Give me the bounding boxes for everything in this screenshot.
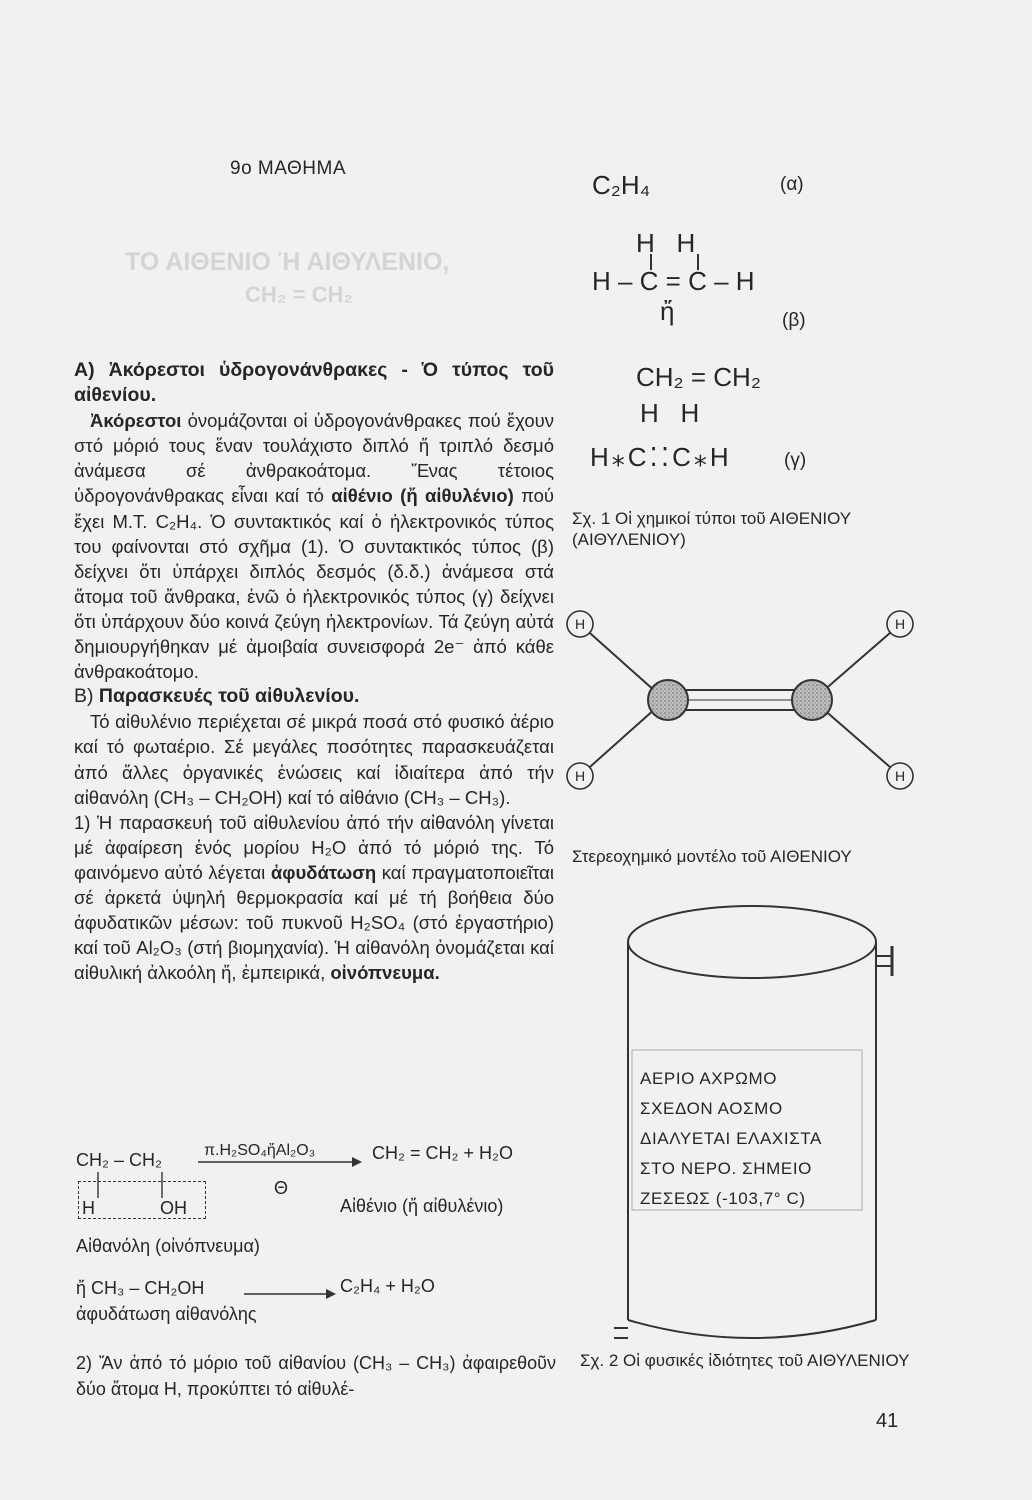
paragraph-4: 2) Ἄν ἀπό τό μόριο τοῦ αἰθανίου (CH₃ – CH₃) ἀφαιρεθοῦν δύο ἄτομα Η, προκύπτει τό αἰθυλέ-: [76, 1353, 556, 1399]
reaction1-reactant: CH₂ – CH₂: [76, 1150, 162, 1170]
tank-line: ΖΕΣΕΩΣ (-103,7° C): [640, 1189, 806, 1208]
reaction1-heat: Θ: [274, 1178, 289, 1198]
reaction2-arrow: [242, 1288, 338, 1300]
label-a: (α): [780, 174, 804, 195]
tank-line: ΣΤΟ ΝΕΡΟ. ΣΗΜΕΙΟ: [640, 1159, 812, 1178]
bond-h1: [582, 626, 656, 692]
label-c: (γ): [784, 450, 807, 471]
main-text-column: [74, 358, 554, 985]
struct-main: H – C = C – H: [592, 266, 755, 296]
carbon-atom-left: [648, 680, 688, 720]
figure1-caption: Σχ. 1 Οἱ χημικοί τύποι τοῦ ΑΙΘΕΝΙΟΥ (ΑΙΘΥΛΕΝΙΟΥ): [572, 509, 851, 549]
hydrogen-label: H: [894, 616, 906, 632]
reaction1-product: CH₂ = CH₂ + H₂O: [372, 1143, 513, 1163]
tank-caption: Σχ. 2 Οἱ φυσικές ἰδιότητες τοῦ ΑΙΘΥΛΕΝΙΟΥ: [580, 1351, 910, 1370]
reaction1-reactant-name: Αἰθανόλη (οἰνόπνευμα): [76, 1236, 260, 1256]
hydrogen-label: H: [574, 616, 586, 632]
tank-line: ΔΙΑΛΥΕΤΑΙ ΕΛΑΧΙΣΤΑ: [640, 1129, 822, 1148]
tank-properties: [640, 1064, 822, 1214]
section-a-heading: Α) Ἀκόρεστοι ὑδρογονάνθρακες - Ὁ τύπος τοῦ αἰθενίου.: [74, 359, 554, 407]
or-word: ἤ: [660, 296, 675, 326]
hydrogen-label: H: [574, 768, 586, 784]
reaction1-product-name: Αἰθένιο (ἤ αἰθυλένιο): [340, 1196, 504, 1216]
lesson-label: 9ο ΜΑΘΗΜΑ: [230, 158, 347, 179]
tank-line: ΣΧΕΔΟΝ ΑΟΣΜΟ: [640, 1099, 783, 1118]
reaction2-name: ἀφυδάτωση αἰθανόλης: [76, 1304, 257, 1324]
elec-main: H⁎C⁚⁚C⁎H: [590, 442, 732, 472]
label-b: (β): [782, 310, 806, 331]
struct-h-top: H H: [636, 228, 696, 258]
bond-h2: [582, 708, 656, 774]
tank-line: ΑΕΡΙΟ ΑΧΡΩΜΟ: [640, 1069, 778, 1088]
paragraph-1: Ἀκόρεστοι ὀνομάζονται οἱ ὑδρογονάνθρακες πού ἔχουν στό μόριό τους ἕναν τουλάχιστο διπλό ἤ τριπλό δεσμό ἀνάμεσα σέ ἀνθρακοάτομα. Ἕνας τέτοιος ὑδρογονάνθρακας εἶναι καί τό αἰθένιο (ἤ αἰθυλένιο) πού ἔχει Μ.Τ. C₂H₄. Ὁ συντακτικός καί ὁ ἠλεκτρονικός τύπος του φαίνονται στό σχῆμα (1). Ὁ συντακτικός τύπος (β) δείχνει ὅτι ὑπάρχει διπλός δεσμός (δ.δ.) ἀνάμεσα στά ἄτομα τοῦ ἄνθρακα, ἐνῶ ὁ ἠλεκτρονικός τύπος (γ) δείχνει ὅτι ὑπάρχουν δύο κοινά ζεύγη ἠλεκτρονίων. Τά ζεύγη αὐτά δημιουργήθηκαν μέ ἀμοιβαία συνεισφορά 2e⁻ ἀπό κάθε ἀνθρακοάτομο.: [74, 410, 554, 683]
model-caption: Στερεοχημικό μοντέλο τοῦ ΑΙΘΕΝΙΟΥ: [572, 847, 852, 866]
page-number: 41: [876, 1410, 899, 1432]
reaction1-h-label: H: [82, 1198, 95, 1218]
ghost-title: ΤΟ ΑΙΘΕΝΙΟ Ή ΑΙΘΥΛΕΝΙΟ,: [125, 248, 450, 276]
reaction2-product: C₂H₄ + H₂O: [340, 1276, 435, 1296]
reaction2-reactant: ἤ CH₃ – CH₂OH: [76, 1278, 205, 1298]
elec-h-top: H H: [640, 398, 700, 428]
formula-a: C₂H₄: [592, 170, 651, 200]
reaction1-arrow: [196, 1156, 364, 1168]
bond-h3: [822, 626, 898, 692]
carbon-atom-right: [792, 680, 832, 720]
section-b-heading: Β) Παρασκευές τοῦ αἰθυλενίου.: [74, 685, 360, 708]
reaction1-oh-label: OH: [160, 1198, 187, 1218]
condensed-formula: CH₂ = CH₂: [636, 362, 761, 392]
reaction1-bond-lines: [78, 1170, 208, 1200]
stereo-model: [560, 600, 920, 790]
paragraph-2: Τό αἰθυλένιο περιέχεται σέ μικρά ποσά στό φυσικό ἀέριο καί τό φωταέριο. Σέ μεγάλες ποσότητες παρασκευάζεται ἀπό ἄλλες ὀργανικές ἑνώσεις καί ἰδιαίτερα ἀπό τήν αἰθανόλη (CH₃ – CH₂OH) καί τό αἰθάνιο (CH₃ – CH₃).: [74, 711, 554, 808]
reaction1-catalyst: π.H₂SO₄ἤAl₂O₃: [204, 1142, 316, 1159]
hydrogen-label: H: [894, 768, 906, 784]
ghost-formula: CH₂ = CH₂: [245, 282, 354, 307]
paragraph-3: 1) Ἡ παρασκευή τοῦ αἰθυλενίου ἀπό τήν αἰθανόλη γίνεται μέ ἀφαίρεση ἑνός μορίου H₂O ἀπό τό μόριό της. Τό φαινόμενο αὐτό λέγεται ἀφυδάτωση καί πραγματοποιεῖται σέ ἀρκετά ὑψηλή θερμοκρασία καί μέ τή βοήθεια δύο ἀφυδατικῶν μέσων: τοῦ πυκνοῦ H₂SO₄ (στό ἐργαστήριο) καί τοῦ Al₂O₃ (στή βιομηχανία). Ἡ αἰθανόλη ὀνομάζεται καί αἰθυλική ἀλκοόλη ἤ, ἐμπειρικά, οἰνόπνευμα.: [74, 811, 554, 984]
bond-h4: [822, 708, 898, 774]
